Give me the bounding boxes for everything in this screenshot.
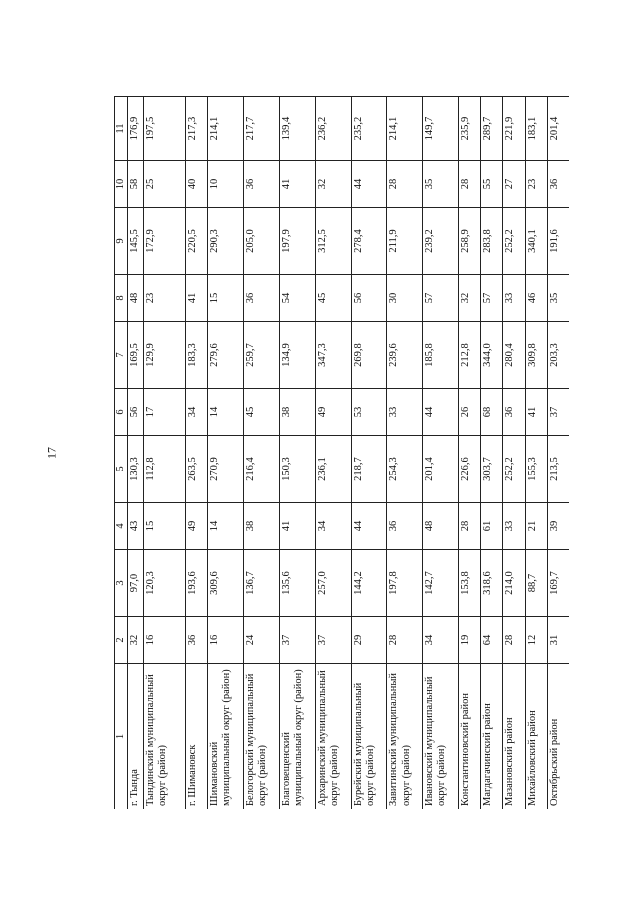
- table-cell: 16: [143, 616, 185, 663]
- table-cell: 134,9: [279, 321, 315, 388]
- table-cell: 19: [458, 616, 480, 663]
- table-cell: 32: [458, 274, 480, 321]
- table-cell: 55: [480, 160, 502, 207]
- table-cell: 183,3: [185, 321, 207, 388]
- table-cell: 220,5: [185, 207, 207, 274]
- table-cell: 23: [525, 160, 547, 207]
- table-cell: 27: [502, 160, 524, 207]
- table-row: [480, 96, 502, 809]
- table-cell: 139,4: [279, 96, 315, 160]
- table-cell: 39: [547, 502, 569, 549]
- table-cell: 28: [386, 160, 422, 207]
- table-cell: 37: [315, 616, 351, 663]
- table-cell: 43: [127, 502, 143, 549]
- table-cell: 33: [502, 502, 524, 549]
- table-row: [502, 96, 524, 809]
- table-cell: 269,8: [351, 321, 387, 388]
- table-cell: 15: [207, 274, 243, 321]
- table-cell: 155,3: [525, 435, 547, 502]
- table-cell: 252,2: [502, 435, 524, 502]
- table-cell: 205,0: [243, 207, 279, 274]
- table-cell: 17: [143, 388, 185, 435]
- table-cell: 88,7: [525, 549, 547, 616]
- table-cell: 57: [422, 274, 458, 321]
- table-cell: 28: [458, 160, 480, 207]
- table-cell: 26: [458, 388, 480, 435]
- table-cell: 142,7: [422, 549, 458, 616]
- table-cell: 217,7: [243, 96, 279, 160]
- table-cell: 33: [502, 274, 524, 321]
- table-cell: 64: [480, 616, 502, 663]
- table-cell: 33: [386, 388, 422, 435]
- table-cell: 309,6: [207, 549, 243, 616]
- table-cell: 68: [480, 388, 502, 435]
- column-header: 10: [114, 160, 127, 207]
- table-cell: 41: [279, 160, 315, 207]
- table-cell: 14: [207, 388, 243, 435]
- row-label: Благовещенский муниципальный округ (район): [279, 663, 315, 809]
- table-cell: 41: [525, 388, 547, 435]
- table-cell: 197,8: [386, 549, 422, 616]
- table-cell: 150,3: [279, 435, 315, 502]
- table-cell: 312,5: [315, 207, 351, 274]
- table-cell: 130,3: [127, 435, 143, 502]
- table-cell: 40: [185, 160, 207, 207]
- table-cell: 239,2: [422, 207, 458, 274]
- header-row: [114, 96, 127, 809]
- table-cell: 235,9: [458, 96, 480, 160]
- table-cell: 289,7: [480, 96, 502, 160]
- table-cell: 221,9: [502, 96, 524, 160]
- table-cell: 21: [525, 502, 547, 549]
- table-cell: 211,9: [386, 207, 422, 274]
- table-cell: 48: [422, 502, 458, 549]
- row-label: Ивановский муниципальный округ (район): [422, 663, 458, 809]
- row-label: Белогорский муниципальный округ (район): [243, 663, 279, 809]
- table-cell: 303,7: [480, 435, 502, 502]
- table-cell: 35: [547, 274, 569, 321]
- table-cell: 201,4: [422, 435, 458, 502]
- table-cell: 270,9: [207, 435, 243, 502]
- row-label: Бурейский муниципальный округ (район): [351, 663, 387, 809]
- table-cell: 197,9: [279, 207, 315, 274]
- table-cell: 145,5: [127, 207, 143, 274]
- column-header: 4: [114, 502, 127, 549]
- table-row: [422, 96, 458, 809]
- table-cell: 31: [547, 616, 569, 663]
- table-cell: 36: [547, 160, 569, 207]
- row-label: Архаринский муниципальный округ (район): [315, 663, 351, 809]
- table-cell: 136,7: [243, 549, 279, 616]
- table-cell: 23: [143, 274, 185, 321]
- table-cell: 48: [127, 274, 143, 321]
- table-row: [143, 96, 185, 809]
- table-cell: 58: [127, 160, 143, 207]
- table-cell: 34: [422, 616, 458, 663]
- table-cell: 290,3: [207, 207, 243, 274]
- table-cell: 120,3: [143, 549, 185, 616]
- table-cell: 279,6: [207, 321, 243, 388]
- table-row: [185, 96, 207, 809]
- table-cell: 49: [315, 388, 351, 435]
- column-header: 1: [114, 663, 127, 809]
- table-cell: 25: [143, 160, 185, 207]
- table-cell: 36: [185, 616, 207, 663]
- table-row: [207, 96, 243, 809]
- table-cell: 183,1: [525, 96, 547, 160]
- table-cell: 344,0: [480, 321, 502, 388]
- table-cell: 12: [525, 616, 547, 663]
- table-cell: 340,1: [525, 207, 547, 274]
- page-number: 17: [44, 447, 59, 459]
- table-cell: 45: [315, 274, 351, 321]
- table-cell: 191,6: [547, 207, 569, 274]
- table-cell: 214,0: [502, 549, 524, 616]
- table-cell: 38: [279, 388, 315, 435]
- table-cell: 36: [243, 274, 279, 321]
- row-label: Тындинский муниципальный округ (район): [143, 663, 185, 809]
- table-cell: 278,4: [351, 207, 387, 274]
- table-cell: 34: [315, 502, 351, 549]
- table-cell: 257,0: [315, 549, 351, 616]
- table-cell: 214,1: [386, 96, 422, 160]
- table-cell: 239,6: [386, 321, 422, 388]
- statistics-table: [114, 96, 570, 809]
- table-cell: 236,1: [315, 435, 351, 502]
- table-cell: 201,4: [547, 96, 569, 160]
- table-cell: 347,3: [315, 321, 351, 388]
- table-cell: 54: [279, 274, 315, 321]
- table-cell: 24: [243, 616, 279, 663]
- table-cell: 252,2: [502, 207, 524, 274]
- table-cell: 226,6: [458, 435, 480, 502]
- table-cell: 37: [547, 388, 569, 435]
- table-cell: 57: [480, 274, 502, 321]
- table-cell: 185,8: [422, 321, 458, 388]
- table-cell: 169,5: [127, 321, 143, 388]
- table-cell: 10: [207, 160, 243, 207]
- row-label: Шимановский муниципальный округ (район): [207, 663, 243, 809]
- table-cell: 309,8: [525, 321, 547, 388]
- table-cell: 254,3: [386, 435, 422, 502]
- table-cell: 35: [422, 160, 458, 207]
- table-cell: 283,8: [480, 207, 502, 274]
- table-cell: 14: [207, 502, 243, 549]
- column-header: 7: [114, 321, 127, 388]
- table-cell: 49: [185, 502, 207, 549]
- table-cell: 258,9: [458, 207, 480, 274]
- column-header: 6: [114, 388, 127, 435]
- table-cell: 28: [502, 616, 524, 663]
- table-row: [243, 96, 279, 809]
- table-cell: 61: [480, 502, 502, 549]
- table-cell: 30: [386, 274, 422, 321]
- row-label: Октябрьский район: [547, 663, 569, 809]
- table-cell: 56: [127, 388, 143, 435]
- table-cell: 176,9: [127, 96, 143, 160]
- table-row: [351, 96, 387, 809]
- table-cell: 29: [351, 616, 387, 663]
- table-cell: 46: [525, 274, 547, 321]
- table-row: [127, 96, 143, 809]
- row-label: Магдагачинский район: [480, 663, 502, 809]
- table-cell: 280,4: [502, 321, 524, 388]
- table-cell: 259,7: [243, 321, 279, 388]
- table-cell: 193,6: [185, 549, 207, 616]
- table-cell: 28: [386, 616, 422, 663]
- table-cell: 144,2: [351, 549, 387, 616]
- table-row: [315, 96, 351, 809]
- table-cell: 38: [243, 502, 279, 549]
- table-cell: 44: [351, 160, 387, 207]
- column-header: 11: [114, 96, 127, 160]
- table-cell: 32: [315, 160, 351, 207]
- row-label: Константиновский район: [458, 663, 480, 809]
- table-cell: 41: [279, 502, 315, 549]
- row-label: г. Шимановск: [185, 663, 207, 809]
- table-cell: 263,5: [185, 435, 207, 502]
- table-cell: 172,9: [143, 207, 185, 274]
- table-cell: 318,6: [480, 549, 502, 616]
- column-header: 3: [114, 549, 127, 616]
- table-cell: 34: [185, 388, 207, 435]
- table-cell: 36: [243, 160, 279, 207]
- table-row: [279, 96, 315, 809]
- table-container: [113, 96, 569, 809]
- table-cell: 213,5: [547, 435, 569, 502]
- table-row: [525, 96, 547, 809]
- table-cell: 41: [185, 274, 207, 321]
- table-cell: 235,2: [351, 96, 387, 160]
- table-cell: 129,9: [143, 321, 185, 388]
- table-cell: 212,8: [458, 321, 480, 388]
- table-cell: 44: [351, 502, 387, 549]
- table-cell: 112,8: [143, 435, 185, 502]
- table-cell: 203,3: [547, 321, 569, 388]
- column-header: 2: [114, 616, 127, 663]
- table-cell: 97,0: [127, 549, 143, 616]
- table-cell: 16: [207, 616, 243, 663]
- column-header: 5: [114, 435, 127, 502]
- table-cell: 36: [502, 388, 524, 435]
- table-cell: 32: [127, 616, 143, 663]
- table-cell: 216,4: [243, 435, 279, 502]
- table-cell: 149,7: [422, 96, 458, 160]
- table-row: [458, 96, 480, 809]
- table-cell: 218,7: [351, 435, 387, 502]
- column-header: 8: [114, 274, 127, 321]
- table-cell: 53: [351, 388, 387, 435]
- table-cell: 28: [458, 502, 480, 549]
- table-cell: 56: [351, 274, 387, 321]
- table-cell: 135,6: [279, 549, 315, 616]
- table-row: [547, 96, 569, 809]
- table-cell: 214,1: [207, 96, 243, 160]
- table-cell: 44: [422, 388, 458, 435]
- row-label: г. Тында: [127, 663, 143, 809]
- table-cell: 45: [243, 388, 279, 435]
- table-row: [386, 96, 422, 809]
- table-cell: 36: [386, 502, 422, 549]
- table-cell: 236,2: [315, 96, 351, 160]
- row-label: Завитинский муниципальный округ (район): [386, 663, 422, 809]
- column-header: 9: [114, 207, 127, 274]
- table-cell: 37: [279, 616, 315, 663]
- table-cell: 153,8: [458, 549, 480, 616]
- table-cell: 217,3: [185, 96, 207, 160]
- table-cell: 15: [143, 502, 185, 549]
- table-cell: 169,7: [547, 549, 569, 616]
- table-cell: 197,5: [143, 96, 185, 160]
- row-label: Михайловский район: [525, 663, 547, 809]
- row-label: Мазановский район: [502, 663, 524, 809]
